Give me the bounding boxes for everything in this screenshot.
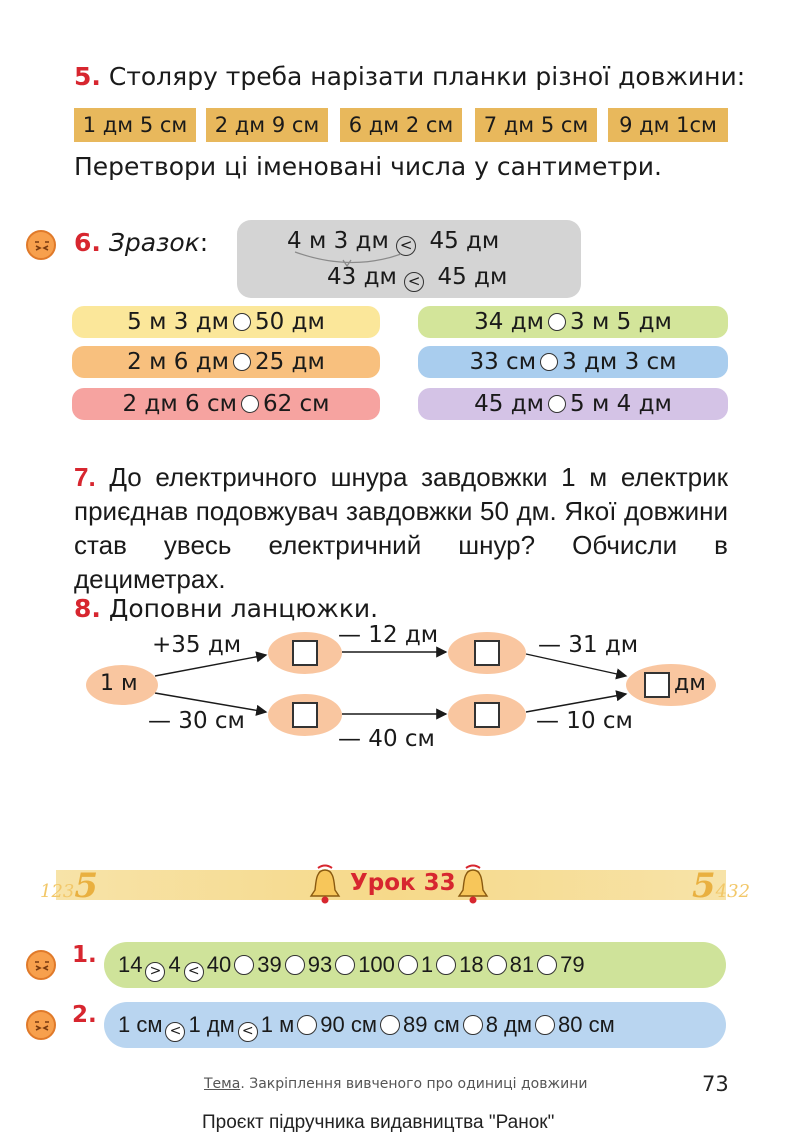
- comparison-value: 14: [118, 952, 143, 977]
- comparison-sign-icon: <: [238, 1022, 258, 1042]
- compare-right: 62 см: [262, 391, 330, 417]
- op-label: — 30 см: [148, 708, 245, 734]
- comparison-value: 4: [168, 952, 181, 977]
- lesson-deco-right: [692, 866, 750, 906]
- chain-node: [448, 694, 526, 736]
- sample-line2-left: 43 дм: [327, 264, 397, 290]
- blank-circle-icon[interactable]: [285, 955, 305, 975]
- op-label: +35 дм: [152, 632, 242, 658]
- plank-1: 1 дм 5 см: [74, 108, 196, 142]
- comparison-value: 79: [560, 952, 585, 977]
- answer-box[interactable]: [292, 640, 318, 666]
- compare-right: 5 м 4 дм: [570, 391, 672, 417]
- blank-circle-icon[interactable]: [463, 1015, 483, 1035]
- compare-left: 2 м 6 дм: [127, 349, 229, 375]
- sample-line1-left: 4 м 3 дм: [287, 228, 389, 254]
- footer-topic: [204, 1076, 587, 1092]
- comparison-value: 8 дм: [485, 1012, 533, 1037]
- blank-circle-icon[interactable]: [535, 1015, 555, 1035]
- task7-text: До електричного шнура завдовжки 1 м електрик приєднав подовжувач завдовжки 50 дм. Якої довжини став увесь електричний шнур? Обчисли в дециметрах.: [74, 462, 728, 594]
- footer-topic-label: Тема: [204, 1076, 241, 1092]
- compare-left: 33 см: [469, 349, 537, 375]
- chain-node: [268, 694, 342, 736]
- less-sign-icon: <: [396, 236, 416, 256]
- sample-line2-right: 45 дм: [437, 264, 508, 290]
- compare-left: 34 дм: [474, 309, 545, 335]
- less-sign-icon: <: [404, 272, 424, 292]
- compare-left: 45 дм: [474, 391, 545, 417]
- deco-digit-big: 5: [74, 866, 99, 906]
- deco-digits: 123: [40, 881, 75, 902]
- smiley-icon: [26, 950, 56, 980]
- bell-icon: [456, 864, 490, 906]
- answer-box[interactable]: [474, 640, 500, 666]
- bell-icon: [308, 864, 342, 906]
- plank-2: 2 дм 9 см: [206, 108, 328, 142]
- comparison-value: 1: [420, 952, 434, 977]
- comparison-value: 40: [206, 952, 232, 977]
- plank-4: 7 дм 5 см: [475, 108, 597, 142]
- comparison-value: 1 м: [260, 1012, 295, 1037]
- task5-number: 5.: [74, 62, 101, 91]
- lesson-deco-left: [40, 866, 98, 906]
- task5-instruction: Перетвори ці іменовані числа у сантиметри.: [74, 152, 662, 181]
- compare-left: 2 дм 6 см: [122, 391, 237, 417]
- lesson-task1-number: 1.: [72, 942, 97, 968]
- task6-sample-colon: :: [199, 228, 209, 257]
- comparison-value: 100: [358, 952, 395, 977]
- answer-box[interactable]: [644, 672, 670, 698]
- footer-topic-text: . Закріплення вивченого про одиниці довжини: [240, 1076, 588, 1092]
- blank-circle-icon[interactable]: [487, 955, 507, 975]
- op-label: — 40 см: [338, 726, 435, 752]
- compare-right: 3 м 5 дм: [570, 309, 672, 335]
- comparison-value: 89 см: [403, 1012, 460, 1037]
- chain-start-label: 1 м: [100, 671, 138, 696]
- task7-number: 7.: [74, 462, 96, 492]
- op-label: — 10 см: [536, 708, 633, 734]
- comparison-row-2: [104, 1002, 726, 1048]
- compare-left: 5 м 3 дм: [127, 309, 229, 335]
- comparison-value: 39: [257, 952, 282, 977]
- blank-circle-icon[interactable]: [234, 955, 254, 975]
- task8-text: Доповни ланцюжки.: [108, 594, 379, 623]
- comparison-value: 80 см: [558, 1012, 615, 1037]
- chain-end-unit: дм: [674, 671, 706, 696]
- project-note: Проєкт підручника видавництва "Ранок": [202, 1112, 555, 1133]
- comparison-value: 93: [307, 952, 333, 977]
- op-label: — 12 дм: [338, 622, 439, 648]
- blank-circle-icon[interactable]: [380, 1015, 400, 1035]
- comparison-value: 90 см: [320, 1012, 377, 1037]
- task6-sample-label: Зразок: [108, 228, 200, 257]
- compare-right: 50 дм: [254, 309, 325, 335]
- answer-box[interactable]: [292, 702, 318, 728]
- chain-node: [268, 632, 342, 674]
- blank-circle-icon[interactable]: [335, 955, 355, 975]
- lesson-task2-number: 2.: [72, 1002, 97, 1028]
- page-number: 73: [702, 1072, 729, 1096]
- smiley-icon: [26, 1010, 56, 1040]
- blank-circle-icon[interactable]: [398, 955, 418, 975]
- comparison-value: 81: [509, 952, 535, 977]
- comparison-sign-icon: <: [184, 962, 204, 982]
- task8-number: 8.: [74, 594, 101, 623]
- plank-3: 6 дм 2 см: [340, 108, 462, 142]
- compare-right: 3 дм 3 см: [562, 349, 677, 375]
- blank-circle-icon[interactable]: [436, 955, 456, 975]
- comparison-row-1: [104, 942, 726, 988]
- chain-end: [626, 664, 716, 706]
- compare-right: 25 дм: [254, 349, 325, 375]
- blank-circle-icon[interactable]: [297, 1015, 317, 1035]
- task5-text: Столяру треба нарізати планки різної довжини:: [108, 62, 746, 91]
- answer-box[interactable]: [474, 702, 500, 728]
- comparison-value: 1 дм: [188, 1012, 235, 1037]
- task6-number: 6.: [74, 228, 101, 257]
- deco-digits: 432: [715, 881, 751, 902]
- blank-circle-icon[interactable]: [537, 955, 557, 975]
- comparison-value: 18: [459, 952, 484, 977]
- comparison-sign-icon: >: [145, 962, 165, 982]
- lesson-title: Урок 33: [350, 870, 456, 896]
- chain-node: [448, 632, 526, 674]
- plank-5: 9 дм 1см: [608, 108, 728, 142]
- chain-start: [86, 665, 158, 705]
- comparison-value: 1 см: [118, 1012, 163, 1037]
- op-label: — 31 дм: [538, 632, 639, 658]
- sample-line1-right: 45 дм: [429, 228, 500, 254]
- deco-digit-big: 5: [692, 866, 716, 906]
- comparison-sign-icon: <: [165, 1022, 185, 1042]
